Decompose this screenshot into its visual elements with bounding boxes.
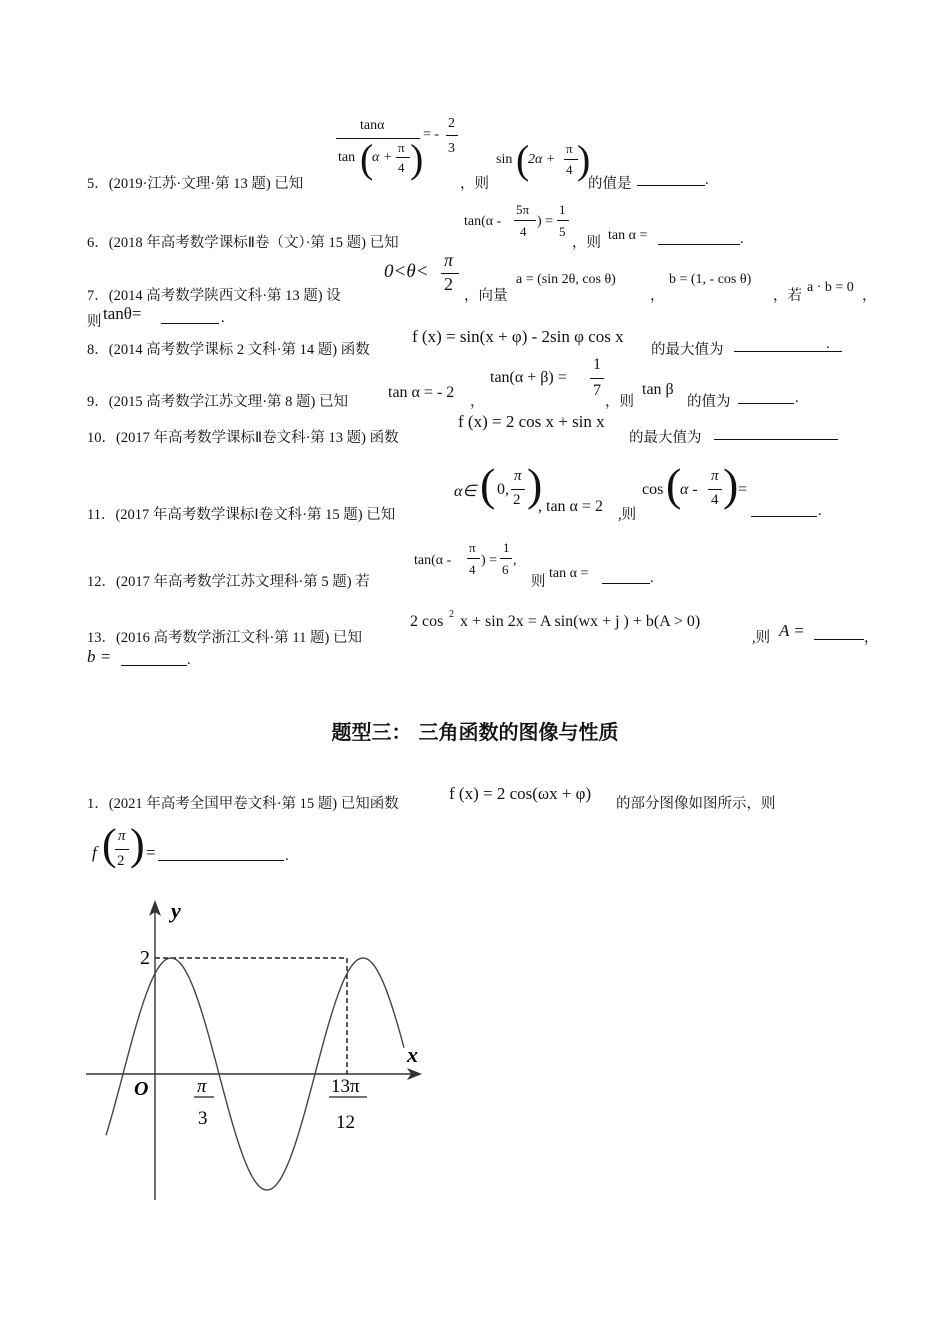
text: 则 [87,314,102,330]
text: tan(α + β) = [490,369,567,386]
text: ， [864,630,879,646]
period: . [826,336,830,352]
text: 的部分图像如图所示，则 [616,796,776,812]
problem-number: 13． [87,630,116,646]
frac-bar [708,489,722,490]
frac-bar [446,135,458,136]
text: 已知 [369,235,399,251]
tick-13pi-12-numerator: 13π [331,1076,360,1097]
text: tan(α - [414,553,452,568]
text: 7 [593,382,601,399]
vector-b: b = (1, - cos θ) [669,272,752,287]
text: = [146,843,156,862]
text: ，则 [460,176,489,192]
frac-bar [467,558,480,559]
text: f [92,843,97,862]
period: . [740,231,744,247]
answer-blank[interactable] [602,569,650,584]
text: α + [372,150,393,165]
frac-bar [115,849,129,850]
text: tan [338,150,356,165]
period: . [705,172,709,188]
right-paren: ) [527,459,543,510]
text: ) = [481,553,498,568]
problem-number: 5． [87,176,109,192]
text: 已知 [366,507,396,523]
answer-blank[interactable] [738,389,794,404]
problem-source: (2014 高考数学课标 2 文科·第 14 题) [108,342,338,358]
problem-number: 10． [87,430,116,446]
text: 设 [326,288,341,304]
text: = - [423,127,440,142]
text: π [444,250,454,270]
text: 4 [469,562,476,577]
text: ， [470,394,485,410]
text: ，向量 [464,288,508,304]
answer-blank[interactable] [714,425,838,440]
text: ，若 [773,288,802,304]
text: 若 [355,574,370,590]
right-paren: ) [410,136,424,181]
text: π [514,468,522,484]
text: tan(α - [464,214,502,229]
frac-bar [511,489,525,490]
problem-source: (2019·江苏·文理·第 13 题) [108,176,271,192]
text: 2 [513,492,521,508]
text: 的最大值为 [651,342,724,358]
text: α - [680,481,698,498]
answer-blank[interactable] [751,502,817,517]
text: π [118,828,126,844]
text: 的最大值为 [629,430,702,446]
text: b = [87,647,112,666]
answer-blank[interactable] [658,230,740,245]
frac-bar [500,558,512,559]
vector-a: a = (sin 2θ, cos θ) [516,272,616,287]
period: . [187,652,191,668]
max-value-label: 2 [140,947,150,969]
problem-source: (2015 高考数学江苏文理·第 8 题) [108,394,316,410]
text: 3 [448,141,455,156]
period: . [285,848,289,864]
y-axis-label: y [171,898,181,923]
text: 2 cos [410,613,444,630]
text: ， [862,288,877,304]
text: 4 [711,492,719,508]
text: tanθ= [103,304,142,323]
cosine-graph [80,890,440,1210]
tick-pi-3-numerator: π [197,1076,207,1097]
text: sin [496,152,513,167]
text: 函数 [369,430,399,446]
text: 已知 [319,394,348,410]
period: . [650,570,654,586]
text: 4 [566,162,573,177]
problem-number: 8． [87,342,109,358]
text: π [398,140,405,155]
function-expression: x + sin 2x = A sin(wx + j ) + b(A > 0) [460,613,701,630]
problem-number: 12． [87,574,116,590]
text: 0<θ< [384,261,429,282]
text: 5 [559,224,566,239]
text: A = [779,621,805,640]
text: 已知 [332,630,362,646]
text: 2 [444,274,453,294]
text: 5π [516,202,530,217]
right-paren: ) [577,137,591,182]
text: ，则 [572,235,601,251]
text: 6 [502,562,509,577]
text: , tan α = 2 [538,498,603,515]
text: α∈ [454,483,477,500]
frac-bar [564,159,578,160]
x-axis-label: x [407,1042,418,1067]
text: = [738,481,748,498]
text: tan α = - 2 [388,384,455,401]
text: 的值为 [687,394,731,410]
problem-number: 6． [87,235,109,251]
problem-source: (2018 年高考数学课标Ⅱ卷（文）·第 15 题) [108,235,366,251]
text: π [711,468,719,484]
text: 2 [117,853,125,869]
origin-label: O [134,1078,149,1100]
period: . [221,310,225,326]
text: ) = [537,214,554,229]
text: , [513,553,517,568]
text: 0, [497,481,509,498]
text: 4 [398,160,405,175]
text: π [469,540,476,555]
text: tan α = [549,566,589,581]
right-paren: ) [723,459,739,510]
problem-number: 1． [87,796,109,812]
text: cos [642,481,664,498]
text: 4 [520,224,527,239]
frac-bar [336,138,420,139]
text: 1 [593,356,601,373]
answer-blank[interactable] [121,651,187,666]
period: . [795,390,799,406]
text: 已知函数 [340,796,399,812]
text: 2 [448,116,455,131]
left-paren: ( [666,459,682,510]
frac-bar [557,220,569,221]
text: ,则 [752,630,771,646]
text: ， [650,288,665,304]
problem-source: (2016 高考数学浙江文科·第 11 题) [116,630,330,646]
text: tan β [642,381,674,398]
tick-pi-3-denominator: 3 [198,1108,208,1129]
left-paren: ( [480,459,496,510]
left-paren: ( [102,820,117,869]
frac-bar [514,220,536,221]
problem-source: (2017 年高考数学课标Ⅰ卷文科·第 15 题) [115,507,363,523]
left-paren: ( [360,136,374,181]
answer-blank[interactable] [814,625,864,640]
tick-13pi-12-denominator: 12 [336,1112,355,1133]
section-title: 题型三： 三角函数的图像与性质 [331,720,619,744]
superscript: 2 [449,609,454,620]
problem-source: (2014 高考数学陕西文科·第 13 题) [108,288,323,304]
period: . [818,503,822,519]
text: 则 [531,574,546,590]
problem-number: 7． [87,288,109,304]
problem-source: (2017 年高考数学课标Ⅱ卷文科·第 13 题) [116,430,366,446]
right-paren: ) [130,820,145,869]
problem-number: 9． [87,394,109,410]
answer-blank[interactable] [158,846,284,861]
answer-blank[interactable] [161,309,219,324]
text: ，则 [605,394,634,410]
text: 的值是 [588,176,632,192]
problem-source: (2017 年高考数学江苏文理科·第 5 题) [116,574,352,590]
frac-bar [590,378,604,379]
text: ,则 [618,507,637,523]
frac-bar [396,157,410,158]
text: π [566,141,573,156]
frac-numerator: tanα [360,118,385,133]
text: 已知 [274,176,304,192]
left-paren: ( [516,137,530,182]
problem-source: (2021 年高考全国甲卷文科·第 15 题) [108,796,338,812]
text: 1 [559,202,566,217]
text: 2α + [528,152,556,167]
dot-product: a · b = 0 [807,280,854,295]
text: tan α = [608,228,648,243]
problem-number: 11． [87,507,116,523]
answer-blank[interactable] [637,171,705,186]
function-expression: f (x) = 2 cos x + sin x [458,412,605,431]
text: 1 [503,540,510,555]
text: 函数 [340,342,370,358]
function-expression: f (x) = sin(x + φ) - 2sin φ cos x [412,327,624,346]
function-expression: f (x) = 2 cos(ωx + φ) [449,784,592,803]
